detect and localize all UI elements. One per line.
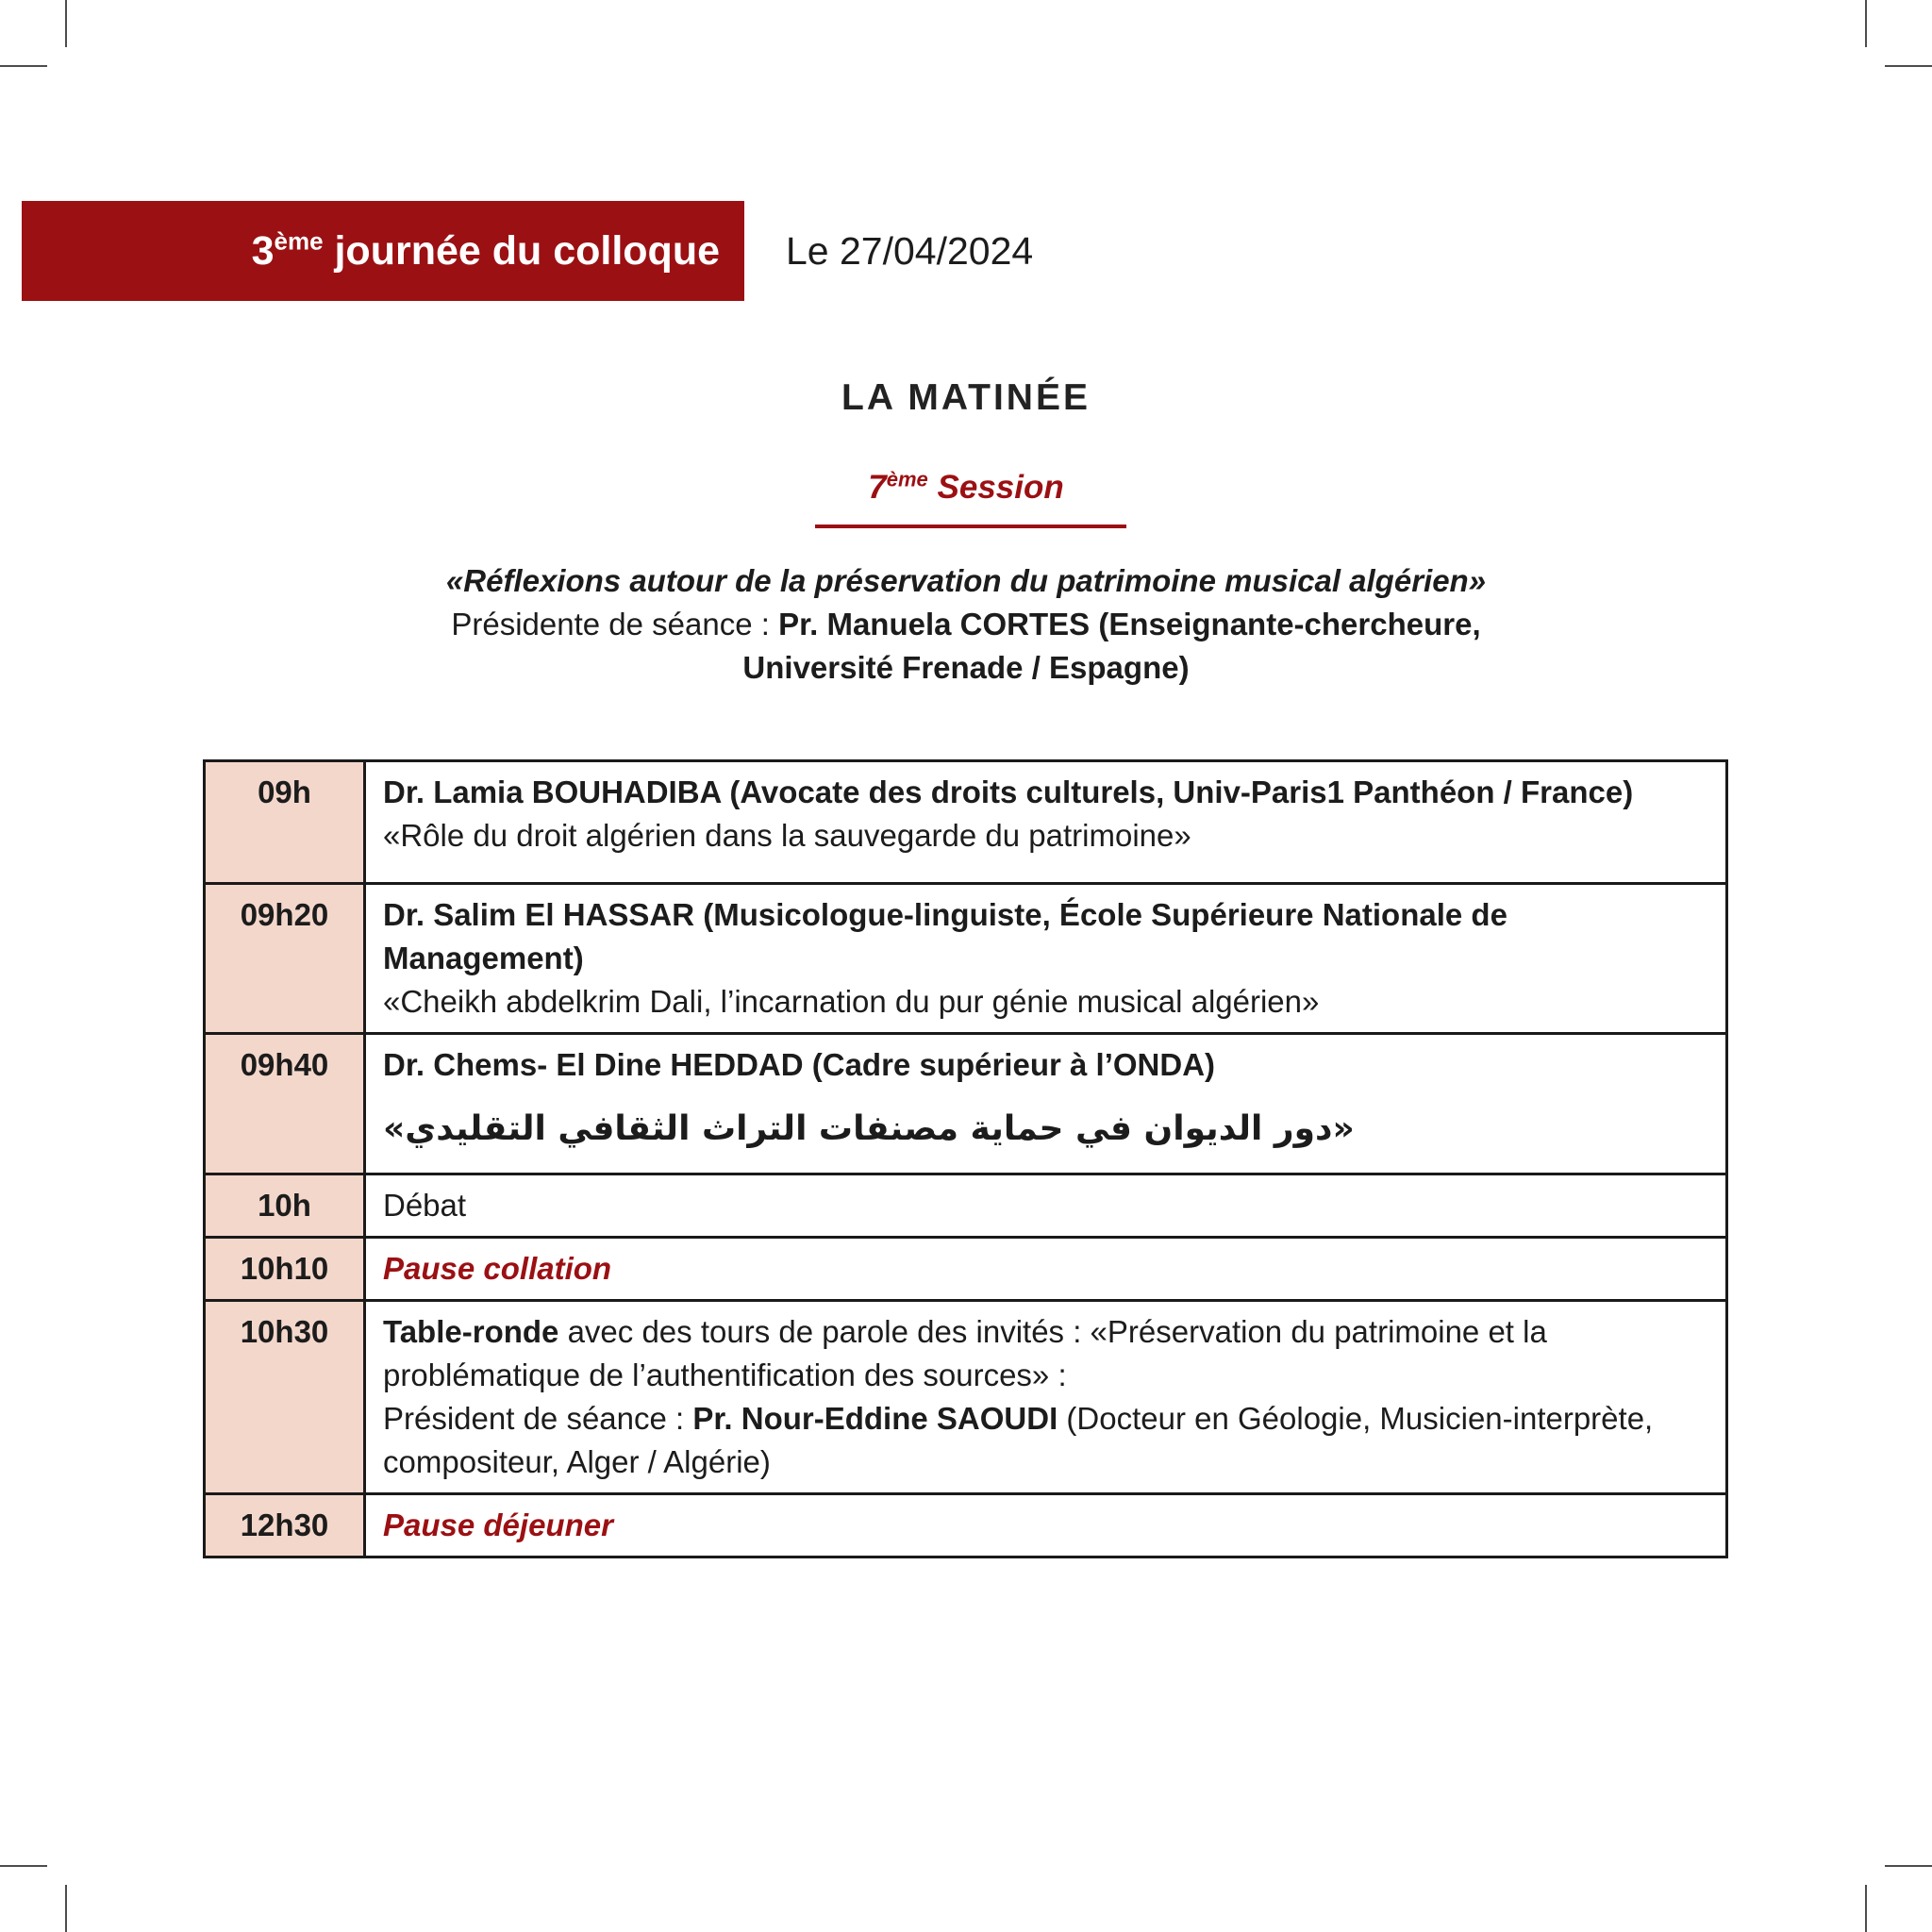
date-label: Le 27/04/2024	[786, 228, 1034, 273]
schedule-row	[206, 762, 1725, 885]
text-segment: Pr. Nour-Eddine SAOUDI	[692, 1401, 1058, 1436]
text-segment: Dr. Salim El HASSAR (Musicologue-linguiste, École Supérieure Nationale de Management)	[383, 897, 1507, 975]
schedule-row	[206, 1302, 1725, 1495]
session-underline	[815, 525, 1126, 528]
session-text	[383, 814, 1705, 858]
session-cell	[366, 1175, 1725, 1236]
time-cell: 09h	[206, 762, 366, 882]
session-text	[383, 1247, 1705, 1291]
schedule-table	[203, 759, 1728, 1558]
session-text	[383, 1310, 1705, 1397]
session-text	[383, 893, 1705, 980]
crop-mark-bottom-left-vertical	[65, 1885, 67, 1932]
session-text	[383, 1504, 1705, 1547]
schedule-row	[206, 1239, 1725, 1302]
time-cell: 10h10	[206, 1239, 366, 1299]
text-segment: Président de séance :	[383, 1401, 693, 1436]
crop-mark-bottom-right-horizontal	[1885, 1865, 1932, 1867]
text-segment: Dr. Chems- El Dine HEDDAD (Cadre supérieur à l’ONDA)	[383, 1047, 1216, 1082]
text-segment: «دور الديوان في حماية مصنفات التراث الثقافي التقليدي»	[383, 1109, 1355, 1148]
crop-mark-top-left-horizontal	[0, 65, 47, 67]
session-text	[383, 1397, 1705, 1484]
session-text-arabic	[383, 1108, 1705, 1151]
text-segment: «Rôle du droit algérien dans la sauvegarde du patrimoine»	[383, 818, 1191, 853]
session-text	[383, 1184, 1705, 1227]
session-cell	[366, 1495, 1725, 1556]
session-text	[383, 771, 1705, 814]
session-text	[383, 980, 1705, 1024]
schedule-row	[206, 1495, 1725, 1556]
time-cell: 09h40	[206, 1035, 366, 1173]
crop-mark-bottom-left-horizontal	[0, 1865, 47, 1867]
morning-heading: LA MATINÉE	[841, 377, 1091, 418]
time-cell: 10h30	[206, 1302, 366, 1492]
crop-mark-top-right-horizontal	[1885, 65, 1932, 67]
schedule-row	[206, 1035, 1725, 1175]
crop-mark-top-right-vertical	[1865, 0, 1867, 47]
session-cell	[366, 1302, 1725, 1492]
crop-mark-top-left-vertical	[65, 0, 67, 47]
text-segment: (Docteur en Géologie, Musicien-interprète, compositeur, Alger / Algérie)	[383, 1401, 1654, 1479]
text-segment: Pause déjeuner	[383, 1507, 613, 1542]
session-text	[383, 1043, 1705, 1087]
session-cell	[366, 1035, 1725, 1173]
day-banner	[22, 201, 744, 301]
session-info	[0, 559, 1932, 690]
session-cell	[366, 762, 1725, 882]
time-cell: 12h30	[206, 1495, 366, 1556]
session-chair-line: Présidente de séance : Pr. Manuela CORTES (Enseignante-chercheure,	[451, 607, 1481, 641]
time-cell: 09h20	[206, 885, 366, 1032]
session-heading: 7ème Session	[868, 467, 1064, 506]
text-segment: avec des tours de parole des invités : «Préservation du patrimoine et la problématique de l’authentification des sources» :	[383, 1314, 1547, 1392]
schedule-row	[206, 885, 1725, 1035]
session-cell	[366, 1239, 1725, 1299]
text-segment: Dr. Lamia BOUHADIBA (Avocate des droits culturels, Univ-Paris1 Panthéon / France)	[383, 774, 1634, 809]
text-segment: Débat	[383, 1188, 467, 1223]
text-segment: «Cheikh abdelkrim Dali, l’incarnation du pur génie musical algérien»	[383, 984, 1320, 1019]
text-segment: Pause collation	[383, 1251, 612, 1286]
session-cell	[366, 885, 1725, 1032]
text-segment: Table-ronde	[383, 1314, 559, 1349]
schedule-row	[206, 1175, 1725, 1239]
time-cell: 10h	[206, 1175, 366, 1236]
day-banner-text: 3ème journée du colloque	[251, 226, 720, 274]
session-title: «Réflexions autour de la préservation du patrimoine musical algérien»	[445, 563, 1487, 598]
session-chair-line2: Université Frenade / Espagne)	[742, 650, 1190, 685]
crop-mark-bottom-right-vertical	[1865, 1885, 1867, 1932]
